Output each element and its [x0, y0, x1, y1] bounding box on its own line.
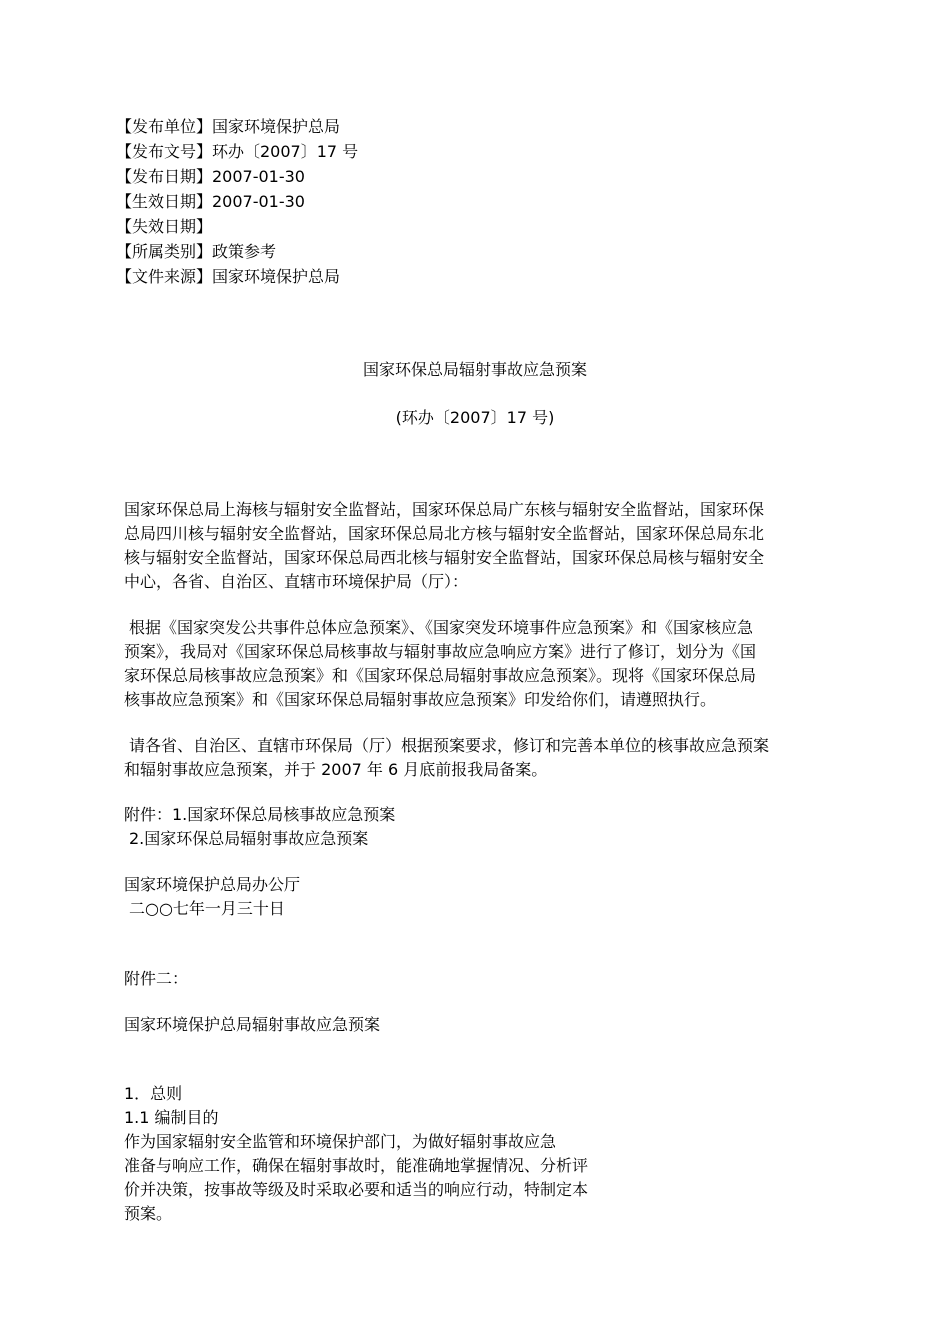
section-body-line: 作为国家辐射安全监管和环境保护部门，为做好辐射事故应急 [124, 1132, 557, 1151]
document-number: (环办〔2007〕17 号) [395, 408, 555, 427]
body-paragraph-line: 核事故应急预案》和《国家环保总局辐射事故应急预案》印发给你们，请遵照执行。 [124, 690, 717, 709]
addressees-line: 总局四川核与辐射安全监督站，国家环保总局北方核与辐射安全监督站，国家环保总局东北 [124, 524, 765, 543]
appendix-title: 国家环境保护总局辐射事故应急预案 [124, 1015, 381, 1034]
meta-expiry-date: 【失效日期】 [116, 217, 213, 236]
body-paragraph-line: 根据《国家突发公共事件总体应急预案》、《国家突发环境事件应急预案》和《国家核应急 [129, 618, 754, 637]
document-title: 国家环保总局辐射事故应急预案 [362, 360, 587, 379]
section-body-line: 价并决策，按事故等级及时采取必要和适当的响应行动，特制定本 [124, 1180, 589, 1199]
signature-date: 二○○七年一月三十日 [129, 899, 285, 918]
addressees-line: 核与辐射安全监督站，国家环保总局西北核与辐射安全监督站，国家环保总局核与辐射安全 [124, 548, 765, 567]
addressees-line: 中心，各省、自治区、直辖市环境保护局（厅）： [124, 572, 469, 591]
signature-office: 国家环境保护总局办公厅 [124, 875, 301, 894]
body-paragraph-line: 请各省、自治区、直辖市环保局（厅）根据预案要求，修订和完善本单位的核事故应急预案 [129, 736, 770, 755]
addressees-line: 国家环保总局上海核与辐射安全监督站，国家环保总局广东核与辐射安全监督站，国家环保 [124, 500, 765, 519]
meta-category: 【所属类别】政策参考 [116, 242, 277, 261]
meta-source: 【文件来源】国家环境保护总局 [116, 267, 341, 286]
section-body-line: 预案。 [124, 1204, 173, 1223]
attachments-line: 附件：1.国家环保总局核事故应急预案 [124, 805, 396, 824]
body-paragraph-line: 预案》，我局对《国家环保总局核事故与辐射事故应急响应方案》进行了修订，划分为《国 [124, 642, 757, 661]
body-paragraph-line: 和辐射事故应急预案，并于 2007 年 6 月底前报我局备案。 [124, 760, 548, 779]
meta-publisher: 【发布单位】国家环境保护总局 [116, 117, 341, 136]
section-subheading: 1.1 编制目的 [124, 1108, 219, 1127]
body-paragraph-line: 家环保总局核事故应急预案》和《国家环保总局辐射事故应急预案》。现将《国家环保总局 [124, 666, 757, 685]
section-body-line: 准备与响应工作，确保在辐射事故时，能准确地掌握情况、分析评 [124, 1156, 589, 1175]
attachments-line: 2.国家环保总局辐射事故应急预案 [129, 829, 369, 848]
meta-doc-number: 【发布文号】环办〔2007〕17 号 [116, 142, 359, 161]
section-heading: 1．总则 [124, 1084, 183, 1103]
meta-issue-date: 【发布日期】2007-01-30 [116, 167, 305, 186]
meta-effective-date: 【生效日期】2007-01-30 [116, 192, 305, 211]
appendix-label: 附件二： [124, 969, 189, 988]
